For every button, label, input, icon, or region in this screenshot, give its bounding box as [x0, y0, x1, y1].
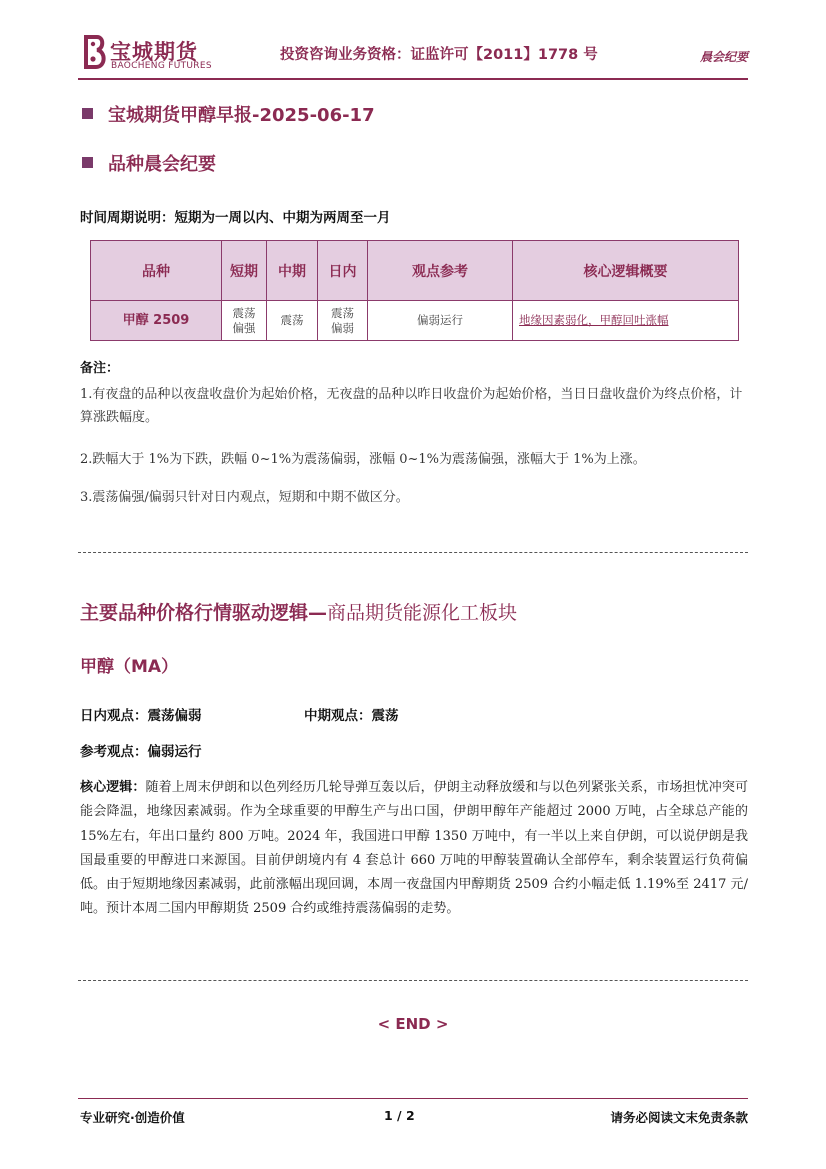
methanol-title: 甲醇（MA） — [80, 657, 179, 677]
header-core-logic: 核心逻辑概要 — [513, 241, 739, 301]
logo-chinese-name: 宝城期货 — [110, 40, 198, 64]
footer-slogan: 专业研究·创造价值 — [80, 1110, 185, 1125]
page-number: 1 / 2 — [384, 1108, 415, 1123]
drive-title-sub: 商品期货能源化工板块 — [327, 602, 518, 624]
cell-intraday: 震荡偏弱 — [318, 301, 368, 341]
header-short-term: 短期 — [222, 241, 267, 301]
end-marker: < END > — [377, 1015, 449, 1033]
footer-disclaimer-note: 请务必阅读文末免责条款 — [610, 1110, 748, 1125]
intraday-view: 日内观点：震荡偏弱 — [80, 708, 202, 724]
note-item-1: 1.有夜盘的品种以夜盘收盘价为起始价格，无夜盘的品种以昨日收盘价为起始价格，当日日盘收盘价为终点价格，计算涨跌幅度。 — [80, 387, 743, 425]
core-logic-text: 随着上周末伊朗和以色列经历几轮导弹互轰以后，伊朗主动释放缓和与以色列紧张关系，市场担忧冲突可能会降温，地缘因素减弱。作为全球重要的甲醇生产与出口国，伊朗甲醇年产能超过 2000 万吨，占全球总产能的 15%左右，年出口量约 800 万吨。2024 年，我国进口甲醇 1350 万吨中，有一半以上来自伊朗，可以说伊朗是我国最重要的甲醇进口来源国。目前伊朗境内有 4 套总计 660 万吨的甲醇装置确认全部停车，剩余装置运行负荷偏低。由于短期地缘因素减弱，此前涨幅出现回调，本周一夜盘国内甲醇期货 2509 合约小幅走低 1.19%至 2417 元/吨。预计本周二国内甲醇期货 2509 合约或维持震荡偏弱的走势。 — [80, 780, 748, 917]
cell-short-term: 震荡偏强 — [222, 301, 267, 341]
dashed-divider — [78, 552, 748, 553]
header-view: 观点参考 — [368, 241, 513, 301]
notes-heading: 备注： — [80, 361, 120, 376]
core-logic-paragraph — [80, 776, 748, 922]
company-logo-icon — [80, 34, 108, 70]
report-title: 宝城期货甲醇早报-2025-06-17 — [108, 105, 375, 126]
header-report-type: 晨会纪要 — [699, 50, 748, 64]
bullet-square-icon — [82, 157, 93, 168]
note-item-3: 3.震荡偏强/偏弱只针对日内观点，短期和中期不做区分。 — [80, 490, 409, 505]
logo-english-name: BAOCHENG FUTURES — [111, 61, 212, 71]
section-title: 品种晨会纪要 — [108, 154, 216, 175]
header-divider — [78, 78, 748, 80]
core-logic-label: 核心逻辑： — [80, 780, 146, 795]
cell-mid-term: 震荡 — [267, 301, 318, 341]
qualification-text: 投资咨询业务资格：证监许可【2011】1778 号 — [280, 47, 598, 63]
mid-term-view: 中期观点：震荡 — [304, 708, 399, 724]
header-variety: 品种 — [91, 241, 222, 301]
cell-variety: 甲醇 2509 — [91, 301, 222, 341]
period-note: 时间周期说明：短期为一周以内、中期为两周至一月 — [80, 210, 391, 226]
table-header-row — [91, 241, 739, 301]
note-item-2: 2.跌幅大于 1%为下跌，跌幅 0~1%为震荡偏弱，涨幅 0~1%为震荡偏强，涨幅大于 1%为上涨。 — [80, 452, 646, 467]
drive-logic-title — [80, 598, 517, 625]
drive-title-main: 主要品种价格行情驱动逻辑— — [80, 602, 328, 624]
footer-divider — [78, 1098, 748, 1099]
bullet-square-icon — [82, 108, 93, 119]
header-mid-term: 中期 — [267, 241, 318, 301]
dashed-divider — [78, 980, 748, 981]
cell-core-logic — [513, 301, 739, 341]
core-logic-link[interactable]: 地缘因素弱化，甲醇回吐涨幅 — [519, 313, 669, 327]
reference-view: 参考观点：偏弱运行 — [80, 744, 202, 760]
cell-view: 偏弱运行 — [368, 301, 513, 341]
table-row — [91, 301, 739, 341]
header-intraday: 日内 — [318, 241, 368, 301]
morning-view-table — [90, 240, 739, 341]
